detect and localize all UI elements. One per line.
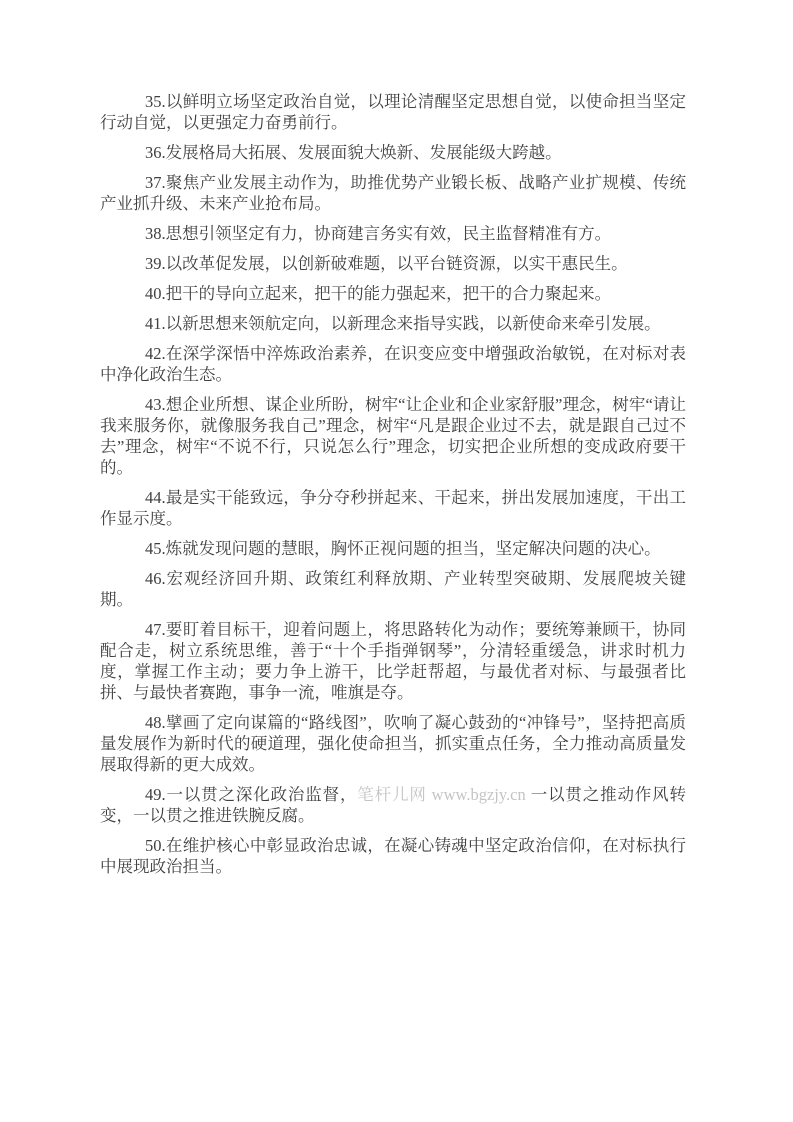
numbered-item-40	[100, 283, 686, 304]
numbered-item-48	[100, 712, 686, 775]
item-number: 49.	[145, 785, 166, 804]
item-number: 48.	[145, 713, 166, 732]
document-body	[100, 91, 686, 886]
item-text: 在维护核心中彰显政治忠诚，在凝心铸魂中坚定政治信仰，在对标执行中展现政治担当。	[100, 836, 686, 876]
numbered-item-44	[100, 487, 686, 529]
numbered-item-45	[100, 538, 686, 559]
item-number: 45.	[145, 539, 166, 558]
item-text: 在深学深悟中淬炼政治素养，在识变应变中增强政治敏锐，在对标对表中净化政治生态。	[100, 344, 686, 384]
item-text: 以改革促发展，以创新破难题，以平台链资源，以实干惠民生。	[165, 254, 628, 273]
item-number: 37.	[145, 173, 166, 192]
item-number: 40.	[145, 284, 166, 303]
numbered-item-43	[100, 394, 686, 478]
item-text: 炼就发现问题的慧眼，胸怀正视问题的担当，坚定解决问题的决心。	[165, 539, 661, 558]
item-number: 41.	[145, 314, 166, 333]
item-number: 46.	[145, 569, 166, 588]
item-number: 43.	[145, 395, 166, 414]
item-number: 38.	[145, 224, 166, 243]
item-number: 35.	[145, 92, 166, 111]
item-number: 47.	[145, 620, 166, 639]
item-text-after-watermark: 一以贯之推动作风转变，一以贯之推进铁腕反腐。	[100, 785, 687, 825]
numbered-item-39	[100, 253, 686, 274]
numbered-item-50	[100, 835, 686, 877]
numbered-item-37	[100, 172, 686, 214]
item-text: 发展格局大拓展、发展面貌大焕新、发展能级大跨越。	[165, 143, 562, 162]
item-text: 想企业所想、谋企业所盼，树牢“让企业和企业家舒服”理念，树牢“请让我来服务你，就像服务我自己”理念，树牢“凡是跟企业过不去，就是跟自己过不去”理念，树牢“不说不行，只说怎么行”理念，切实把企业所想的变成政府要干的。	[100, 395, 686, 477]
numbered-item-46	[100, 568, 686, 610]
item-number: 39.	[145, 254, 166, 273]
item-number: 44.	[145, 488, 166, 507]
item-text: 以鲜明立场坚定政治自觉，以理论清醒坚定思想自觉，以使命担当坚定行动自觉，以更强定力奋勇前行。	[100, 92, 686, 132]
item-number: 42.	[145, 344, 166, 363]
watermark-text: 笔杆儿网 www.bgzjy.cn	[357, 785, 526, 804]
item-text: 擘画了定向谋篇的“路线图”，吹响了凝心鼓劲的“冲锋号”，坚持把高质量发展作为新时代的硬道理，强化使命担当，抓实重点任务，全力推动高质量发展取得新的更大成效。	[100, 713, 686, 774]
numbered-item-42	[100, 343, 686, 385]
item-text: 聚焦产业发展主动作为，助推优势产业锻长板、战略产业扩规模、传统产业抓升级、未来产业抢布局。	[100, 173, 686, 213]
numbered-item-36	[100, 142, 686, 163]
item-text-before-watermark: 一以贯之深化政治监督，	[165, 785, 358, 804]
numbered-item-47	[100, 619, 686, 703]
item-text: 要盯着目标干，迎着问题上，将思路转化为动作；要统筹兼顾干，协同配合走，树立系统思维，善于“十个手指弹钢琴”，分清轻重缓急，讲求时机力度，掌握工作主动；要力争上游干，比学赶帮超，与最优者对标、与最强者比拼、与最快者赛跑，事争一流，唯旗是夺。	[100, 620, 686, 702]
item-text: 思想引领坚定有力，协商建言务实有效，民主监督精准有方。	[165, 224, 612, 243]
item-number: 36.	[145, 143, 166, 162]
item-text: 宏观经济回升期、政策红利释放期、产业转型突破期、发展爬坡关键期。	[100, 569, 686, 609]
numbered-item-49	[100, 784, 686, 826]
item-text: 以新思想来领航定向，以新理念来指导实践，以新使命来牵引发展。	[165, 314, 661, 333]
numbered-item-38	[100, 223, 686, 244]
item-text: 把干的导向立起来，把干的能力强起来，把干的合力聚起来。	[165, 284, 612, 303]
numbered-item-35	[100, 91, 686, 133]
item-number: 50.	[145, 836, 166, 855]
item-text: 最是实干能致远，争分夺秒拼起来、干起来，拼出发展加速度，干出工作显示度。	[100, 488, 686, 528]
numbered-item-41	[100, 313, 686, 334]
